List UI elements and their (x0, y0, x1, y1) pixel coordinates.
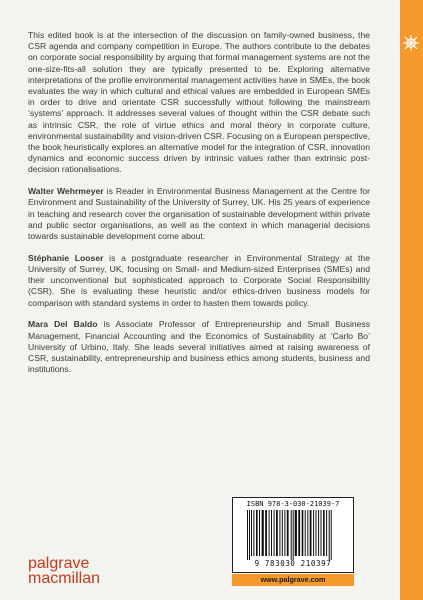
back-cover-text (28, 30, 370, 386)
publisher-name-line2: macmillan (28, 570, 101, 587)
author-bio-text: is Reader in Environmental Business Management at the Centre for Environment and Sustainability of the University of Surrey, UK. His 25 years of experience in teaching and research cover the organisation of sustainable development within private and public sector organisations, as well as the context in which managerial decisions towards sustainable development come about. (28, 186, 370, 242)
barcode-digits: 9 783030 210397 (254, 559, 332, 568)
barcode-image (245, 510, 341, 560)
author-bio-1 (28, 186, 370, 242)
publisher-logo (28, 556, 100, 586)
author-bio-3 (28, 319, 370, 375)
isbn-label: ISBN 978-3-030-21039-7 (246, 500, 340, 508)
author-bio-2 (28, 253, 370, 309)
barcode-box (232, 497, 354, 573)
publisher-name-line1: palgrave (28, 555, 90, 572)
author-name: Mara Del Baldo (28, 319, 98, 330)
author-name: Stéphanie Looser (28, 252, 104, 263)
palgrave-logo-icon (402, 34, 420, 52)
author-bio-text: is Associate Professor of Entrepreneurship and Small Business Management, Financial Accounting and the Economics of Sustainability at ‘Carlo Bo’ University of Urbino, Italy. She leads several initiatives aimed at raising awareness of CSR, sustainability, entrepreneurship and business ethics among students, business and institutions. (28, 319, 371, 375)
book-description: This edited book is at the intersection of the discussion on family-owned business, the CSR agenda and company competition in Europe. The authors contribute to the debates on corporate social responsibility by arguing that formal management systems are not the one-size-fits-all solution they are typically presented to be. Exploring alternative interpretations of the profile environmental management activities have in SMEs, the book evaluates the way in which cultural and ethical values are embedded in European SMEs in order to drive and orientate CSR successfully without following the mainstream ‘systems’ approach. It addresses several values of thought within the CSR debate such as intrinsic CSR, the role of virtue ethics and moral theory in corporate culture, environmental sustainability and vision-driven CSR. Focusing on a European perspective, the book heuristically explores an alternative model for the integration of CSR, innovation dynamics and economic success driven by intrinsic values rather than extrinsic post-decision rationalisations. (28, 30, 370, 175)
spine-strip (400, 0, 423, 600)
author-bio-text: is a postgraduate researcher in Environmental Strategy at the University of Surrey, UK, focusing on Small- and Medium-sized Enterprises (SMEs) and their unconventional but sophisticated approach to Corporate Social Responsibility (CSR). She is evaluating these heuristic and/or ethics-driven business models for comparison with standard systems in order to hasten them towards policy. (28, 252, 370, 308)
publisher-url[interactable]: www.palgrave.com (232, 574, 354, 586)
author-name: Walter Wehrmeyer (28, 186, 104, 197)
